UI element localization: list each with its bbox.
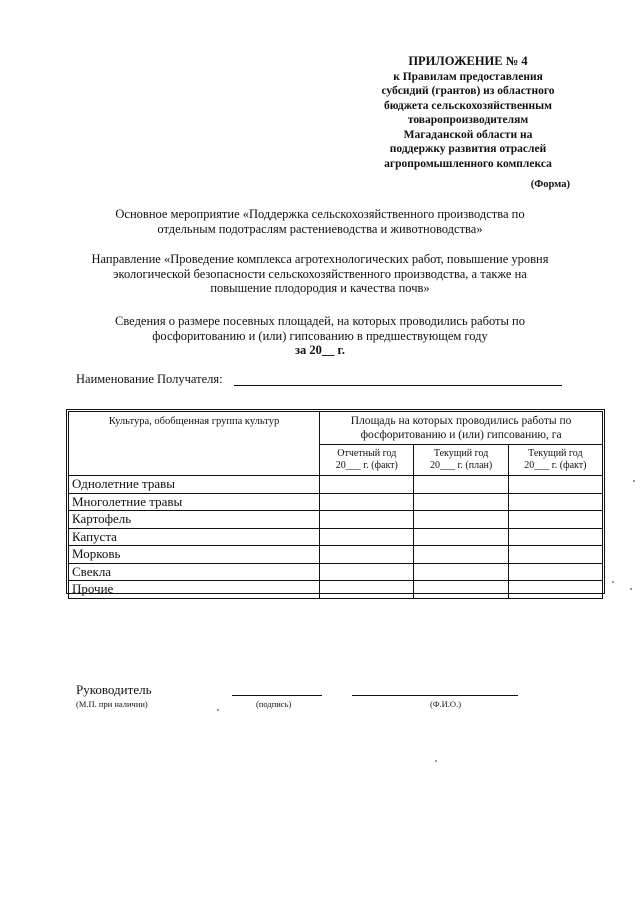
appendix-line: поддержку развития отраслей (389, 143, 547, 155)
value-cell[interactable] (414, 493, 508, 511)
appendix-title: ПРИЛОЖЕНИЕ № 4 (408, 54, 528, 68)
crop-name: Капуста (69, 528, 320, 546)
area-group-header: Площадь на которых проводились работы по фосфоритованию и (или) гипсованию, га (320, 412, 603, 445)
value-cell[interactable] (508, 493, 602, 511)
appendix-header (352, 54, 584, 171)
year-line: за 20__ г. (295, 343, 345, 357)
value-cell[interactable] (320, 563, 414, 581)
value-cell[interactable] (508, 511, 602, 529)
full-name-line[interactable] (352, 695, 518, 696)
scan-speck (435, 760, 437, 762)
direction-line: экологической безопасности сельскохозяйственного производства, а также на (113, 266, 527, 281)
signer-label: Руководитель (76, 682, 152, 697)
sub-header-current-fact: Текущий год 20___ г. (факт) (508, 445, 602, 476)
crop-name: Прочие (69, 581, 320, 599)
table-row (69, 581, 603, 599)
value-cell[interactable] (414, 546, 508, 564)
value-cell[interactable] (320, 511, 414, 529)
scan-speck (612, 581, 614, 583)
appendix-line: агропромышленного комплекса (384, 157, 552, 170)
info-line: Сведения о размере посевных площадей, на которых проводились работы по (115, 314, 525, 328)
sub-header-report-year: Отчетный год 20___ г. (факт) (320, 445, 414, 476)
appendix-line: бюджета сельскохозяйственным (384, 99, 552, 112)
scan-speck (630, 588, 632, 590)
sub-header-current-plan: Текущий год 20___ г. (план) (414, 445, 508, 476)
scan-speck (633, 480, 635, 482)
value-cell[interactable] (508, 563, 602, 581)
recipient-label: Наименование Получателя: (76, 372, 223, 386)
main-activity-text (60, 207, 580, 236)
table-row (69, 511, 603, 529)
table-row (69, 528, 603, 546)
activity-line: отдельным подотраслям растениеводства и животноводства» (157, 221, 483, 236)
value-cell[interactable] (508, 546, 602, 564)
value-cell[interactable] (414, 581, 508, 599)
value-cell[interactable] (320, 476, 414, 494)
form-label: (Форма) (530, 179, 570, 190)
crop-name: Свекла (69, 563, 320, 581)
appendix-line: товаропроизводителям (407, 114, 529, 126)
value-cell[interactable] (414, 528, 508, 546)
value-cell[interactable] (320, 581, 414, 599)
name-caption: (Ф.И.О.) (430, 699, 462, 709)
value-cell[interactable] (508, 581, 602, 599)
value-cell[interactable] (508, 528, 602, 546)
appendix-line: субсидий (грантов) из областного (381, 85, 555, 97)
value-cell[interactable] (320, 528, 414, 546)
direction-text (60, 252, 580, 296)
crop-area-table (68, 411, 603, 599)
crop-name: Однолетние травы (69, 476, 320, 494)
value-cell[interactable] (414, 511, 508, 529)
table-row (69, 563, 603, 581)
direction-line: Направление «Проведение комплекса агротехнологических работ, повышение уровня (91, 252, 549, 266)
crop-name: Морковь (69, 546, 320, 564)
signature-caption: (подпись) (256, 699, 292, 709)
stamp-caption: (М.П. при наличии) (76, 699, 148, 709)
value-cell[interactable] (320, 493, 414, 511)
value-cell[interactable] (414, 476, 508, 494)
direction-line: повышение плодородия и качества почв» (210, 281, 430, 295)
crop-column-header: Культура, обобщенная группа культур (69, 412, 320, 476)
value-cell[interactable] (414, 563, 508, 581)
info-line: фосфоритованию и (или) гипсованию в предшествующем году (152, 328, 488, 343)
crop-name: Многолетние травы (69, 493, 320, 511)
signature-line[interactable] (232, 695, 322, 696)
scan-speck (217, 709, 219, 711)
table-row (69, 546, 603, 564)
appendix-line: к Правилам предоставления (393, 70, 543, 83)
value-cell[interactable] (508, 476, 602, 494)
activity-line: Основное мероприятие «Поддержка сельскохозяйственного производства по (115, 207, 525, 221)
table-row (69, 476, 603, 494)
recipient-input-line[interactable] (234, 385, 562, 386)
crop-name: Картофель (69, 511, 320, 529)
table-row (69, 493, 603, 511)
appendix-line: Магаданской области на (403, 128, 533, 141)
info-text (60, 314, 580, 358)
value-cell[interactable] (320, 546, 414, 564)
